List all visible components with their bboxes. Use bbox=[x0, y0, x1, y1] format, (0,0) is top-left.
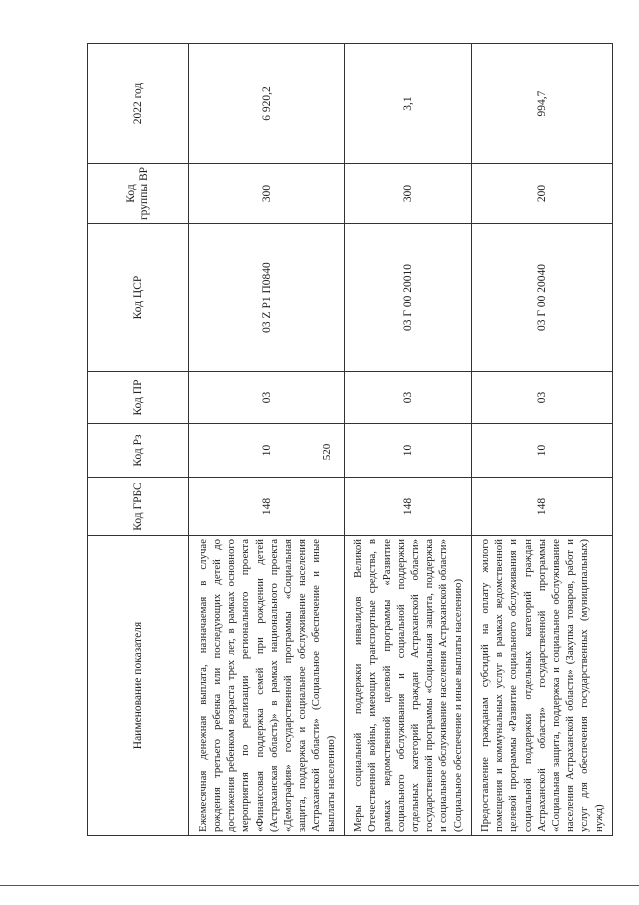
table-header-row bbox=[88, 44, 189, 836]
table-row bbox=[471, 44, 612, 836]
budget-table-container bbox=[87, 44, 613, 836]
row-vr: 200 bbox=[471, 164, 612, 224]
header-year: 2022 год bbox=[88, 44, 189, 164]
table-row bbox=[189, 44, 345, 836]
row-year: 6 920,2 bbox=[189, 44, 345, 164]
row-name: Меры социальной поддержки инвалидов Великой Отечественной войны, имеющих транспортные средства, в рамках ведомственной целевой программы «Развитие социального обслуживания и социальной поддержки отдельных категорий граждан Астраханской области» государственной программы «Социальная защита, поддержка и социальное обслуживание населения Астраханской области» (Социальное обеспечение и иные выплаты населению) bbox=[345, 536, 471, 836]
header-pr: Код ПР bbox=[88, 372, 189, 424]
row-pr: 03 bbox=[471, 372, 612, 424]
row-csr: 03 Г 00 20040 bbox=[471, 224, 612, 372]
row-csr: 03 Г 00 20010 bbox=[345, 224, 471, 372]
row-grbs: 148 bbox=[471, 478, 612, 536]
budget-table bbox=[87, 43, 613, 836]
header-csr: Код ЦСР bbox=[88, 224, 189, 372]
row-rz: 10 bbox=[189, 424, 345, 478]
row-rz: 10 bbox=[345, 424, 471, 478]
header-grbs: Код ГРБС bbox=[88, 478, 189, 536]
bottom-divider bbox=[0, 885, 639, 886]
row-year: 994,7 bbox=[471, 44, 612, 164]
header-name: Наименование показателя bbox=[88, 536, 189, 836]
page-number: 520 bbox=[321, 443, 333, 461]
header-vr: Код группы ВР bbox=[88, 164, 189, 224]
row-name: Предоставление гражданам субсидий на оплату жилого помещения и коммунальных услуг в рамках ведомственной целевой программы «Развитие социального обслуживания и социальной поддержки отдельных категорий граждан Астраханской области» государственной программы «Социальная защита, поддержка и социальное обслуживание населения Астраханской области» (Закупка товаров, работ и услуг для обеспечения государственных (муниципальных) нужд) bbox=[471, 536, 612, 836]
row-grbs: 148 bbox=[189, 478, 345, 536]
header-rz: Код Рз bbox=[88, 424, 189, 478]
row-pr: 03 bbox=[345, 372, 471, 424]
row-year: 3,1 bbox=[345, 44, 471, 164]
row-name: Ежемесячная денежная выплата, назначаемая в случае рождения третьего ребенка или последующих детей до достижения ребенком возраста трех лет, в рамках основного мероприятия по реализации регионального проекта «Финансовая поддержка семей при рождении детей (Астраханская область)» в рамках национального проекта «Демография» государственной программы «Социальная защита, поддержка и социальное обслуживание населения Астраханской области» (Социальное обеспечение и иные выплаты населению) bbox=[189, 536, 345, 836]
row-grbs: 148 bbox=[345, 478, 471, 536]
table-row bbox=[345, 44, 471, 836]
row-vr: 300 bbox=[345, 164, 471, 224]
row-pr: 03 bbox=[189, 372, 345, 424]
row-vr: 300 bbox=[189, 164, 345, 224]
row-rz: 10 bbox=[471, 424, 612, 478]
row-csr: 03 Z P1 П0840 bbox=[189, 224, 345, 372]
